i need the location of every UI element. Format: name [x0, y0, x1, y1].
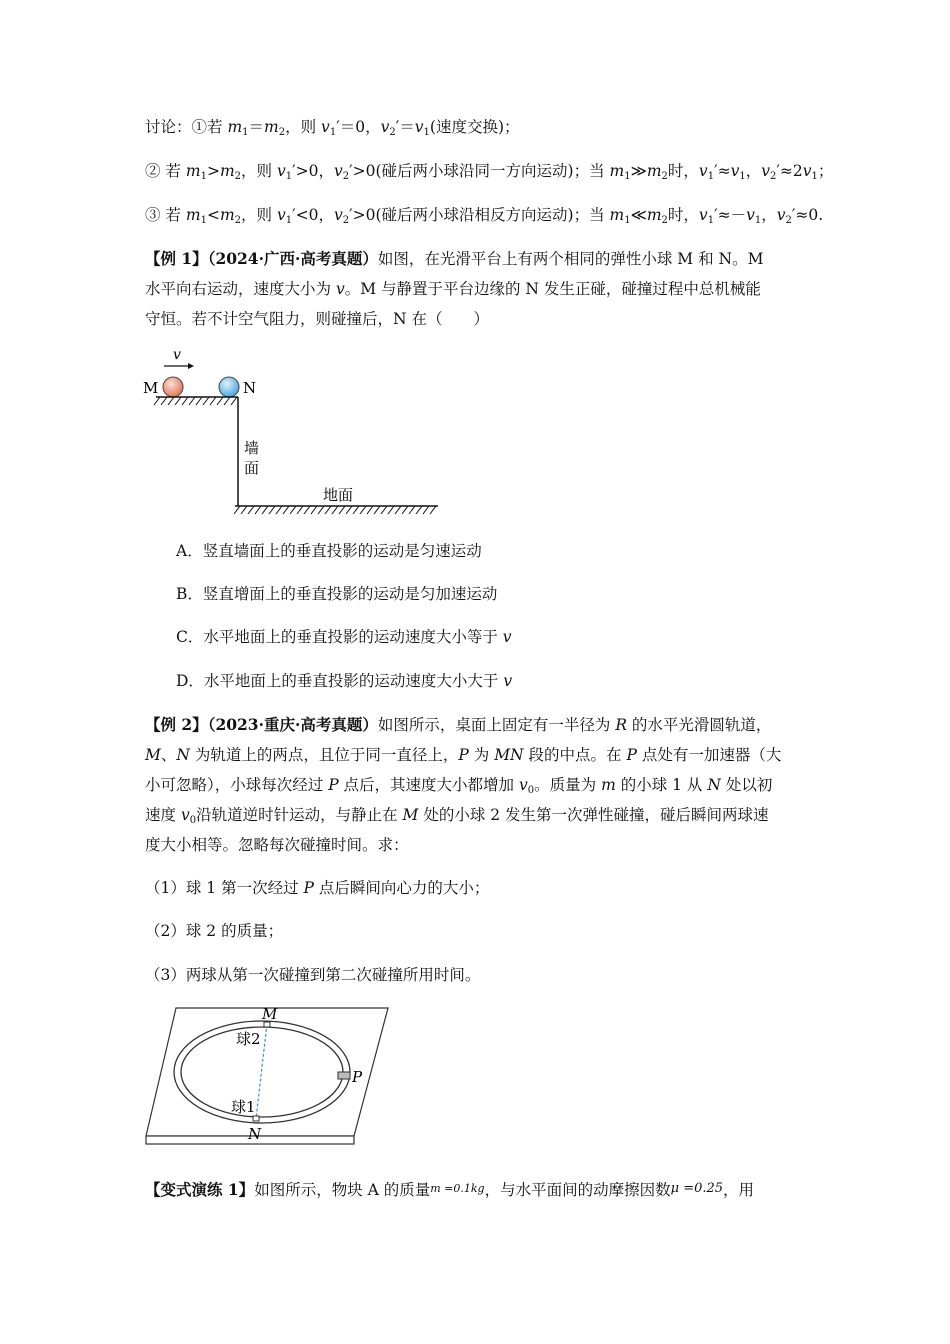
- example-text: 、: [160, 746, 177, 764]
- example2-line-2: M、N 为轨道上的两点，且位于同一直径上，P 为 MN 段的中点。在 P 点处有一加速器（大: [145, 746, 782, 764]
- example-text: 点处有一加速器（大: [636, 746, 782, 764]
- label-ball1: 球1: [231, 1098, 256, 1116]
- option-text: C．水平地面上的垂直投影的运动速度大小等于: [176, 628, 503, 646]
- example-text: 的水平光滑圆轨道，: [626, 716, 772, 734]
- question-text: （3）两球从第一次碰撞到第二次碰撞所用时间。: [145, 966, 481, 984]
- label-wall: 墙: [244, 439, 260, 457]
- question-1: （1）球 1 第一次经过 P 点后瞬间向心力的大小；: [145, 879, 490, 897]
- option-d: [176, 670, 512, 692]
- example-text: 为: [468, 746, 495, 764]
- example-text: 处的小球 2 发生第一次弹性碰撞，碰后瞬间两球速: [418, 806, 769, 824]
- example2-line-4: 速度 $v_0$沿轨道逆时针运动，与静止在 M 处的小球 2 发生第一次弹性碰撞，碰后瞬间两球速: [145, 806, 769, 826]
- friction-formula: μ =0.25: [670, 1181, 724, 1196]
- example-text: 如图，在光滑平台上有两个相同的弹性小球 M 和 N。M: [377, 250, 764, 268]
- example-text: 水平向右运动，速度大小为: [145, 280, 336, 298]
- example2-figure: [140, 1002, 396, 1148]
- point-N-marker: [253, 1116, 259, 1121]
- variant-text: ，用: [723, 1181, 755, 1199]
- label-N: N: [243, 379, 257, 397]
- example-text: 为轨道上的两点，且位于同一直径上，: [189, 746, 459, 764]
- option-a: [176, 540, 482, 562]
- example-text: 度大小相等。忽略每次碰撞时间。求：: [145, 836, 409, 854]
- label-M: M: [143, 379, 159, 397]
- example-text: 如图所示，桌面上固定有一半径为: [377, 716, 616, 734]
- example-text: 速度: [145, 806, 181, 824]
- platform-hatch: [154, 397, 237, 405]
- discussion-line-2: ② 若 $m_1>m_2$，则 $v_1'>0$，$v_2'>0$(碰后两小球沿同一方向运动)；当 $m_1≫m_2$时，$v_1'\approx v_1$，$v_2'\approx 2v_1$；: [145, 162, 834, 182]
- question-text: （2）球 2 的质量；: [145, 922, 284, 940]
- question-text: （1）球 1 第一次经过: [145, 879, 304, 897]
- example-text: 的小球 1 从: [615, 776, 708, 794]
- label-ground: 地面: [323, 486, 354, 504]
- label-P: P: [352, 1068, 363, 1086]
- example2-line-3: 小可忽略），小球每次经过 P 点后，其速度大小都增加 $v_0$。质量为 m 的小球 1 从 N 处以初: [145, 776, 773, 796]
- discussion-line-1: 讨论：①若 $m_1=m_2$，则 $v_1'=0$，$v_2'=v_1$(速度交换)；: [145, 118, 520, 138]
- option-text: B．竖直增面上的垂直投影的运动是匀加速运动: [176, 585, 498, 603]
- question-2: [145, 920, 283, 942]
- ground-hatch: [234, 506, 436, 514]
- variant-text: 如图所示，物块 A 的质量: [254, 1181, 431, 1199]
- example1-line-2: [145, 278, 761, 300]
- mass-formula: m =0.1kg: [430, 1182, 485, 1195]
- discussion-text: 讨论：①若: [145, 118, 228, 136]
- option-text: D．水平地面上的垂直投影的运动速度大小大于: [176, 672, 504, 690]
- example-tag: 【例 1】: [145, 249, 208, 268]
- accelerator-P: [338, 1072, 350, 1079]
- var-v: v: [502, 628, 512, 646]
- example-text: 。M 与静置于平台边缘的 N 发生正碰，碰撞过程中总机械能: [344, 280, 761, 298]
- option-text: A．竖直墙面上的垂直投影的运动是匀速运动: [176, 542, 482, 560]
- discussion-text: ② 若: [145, 162, 186, 180]
- label-ball2: 球2: [236, 1030, 261, 1048]
- example-text: 。质量为: [534, 776, 602, 794]
- var-v: v: [503, 672, 513, 690]
- question-text: 点后瞬间向心力的大小；: [313, 879, 490, 897]
- ball-M: [163, 377, 183, 397]
- example-text: 段的中点。在: [523, 746, 627, 764]
- example-text: 小可忽略），小球每次经过: [145, 776, 329, 794]
- example-text: 守恒。若不计空气阻力，则碰撞后，N 在（ ）: [145, 310, 489, 328]
- option-b: [176, 583, 497, 605]
- example-text: 点后，其速度大小都增加: [338, 776, 519, 794]
- ball-N: [219, 377, 239, 397]
- example-tag: 【例 2】: [145, 715, 208, 734]
- example1-line-3: [145, 308, 489, 330]
- example-source: （2023·重庆·高考真题）: [207, 715, 378, 734]
- arrow-head-icon: [188, 363, 194, 369]
- discussion-text: (碰后两小球沿相反方向运动)；当: [375, 206, 610, 224]
- example2-line-5: [145, 834, 409, 856]
- discussion-text: (速度交换)；: [429, 118, 520, 136]
- label-wall: 面: [244, 459, 260, 477]
- example-text: 沿轨道逆时针运动，与静止在: [196, 806, 403, 824]
- variant-text: ，与水平面间的动摩擦因数: [484, 1181, 671, 1199]
- example1-line-1: [145, 248, 763, 270]
- label-N: N: [248, 1125, 262, 1143]
- variant1-line: [145, 1178, 754, 1201]
- question-3: [145, 964, 480, 986]
- example-text: 处以初: [720, 776, 773, 794]
- var-v: v: [335, 280, 345, 298]
- discussion-line-3: ③ 若 $m_1<m_2$，则 $v_1'<0$，$v_2'>0$(碰后两小球沿相反方向运动)；当 $m_1≪m_2$时，$v_1'\approx-v_1$，$v_2'\approx 0$.: [145, 206, 824, 226]
- option-c: [176, 626, 512, 648]
- variant-tag: 【变式演练 1】: [145, 1180, 255, 1199]
- label-M: M: [262, 1005, 278, 1023]
- discussion-text: (碰后两小球沿同一方向运动)；当: [375, 162, 610, 180]
- label-v: v: [173, 347, 181, 363]
- example1-figure: [140, 340, 450, 520]
- example2-line-1: 【例 2】（2023·重庆·高考真题）如图所示，桌面上固定有一半径为 R 的水平光滑圆轨道，: [145, 715, 772, 734]
- discussion-text: ③ 若: [145, 206, 186, 224]
- example-source: （2024·广西·高考真题）: [207, 249, 378, 268]
